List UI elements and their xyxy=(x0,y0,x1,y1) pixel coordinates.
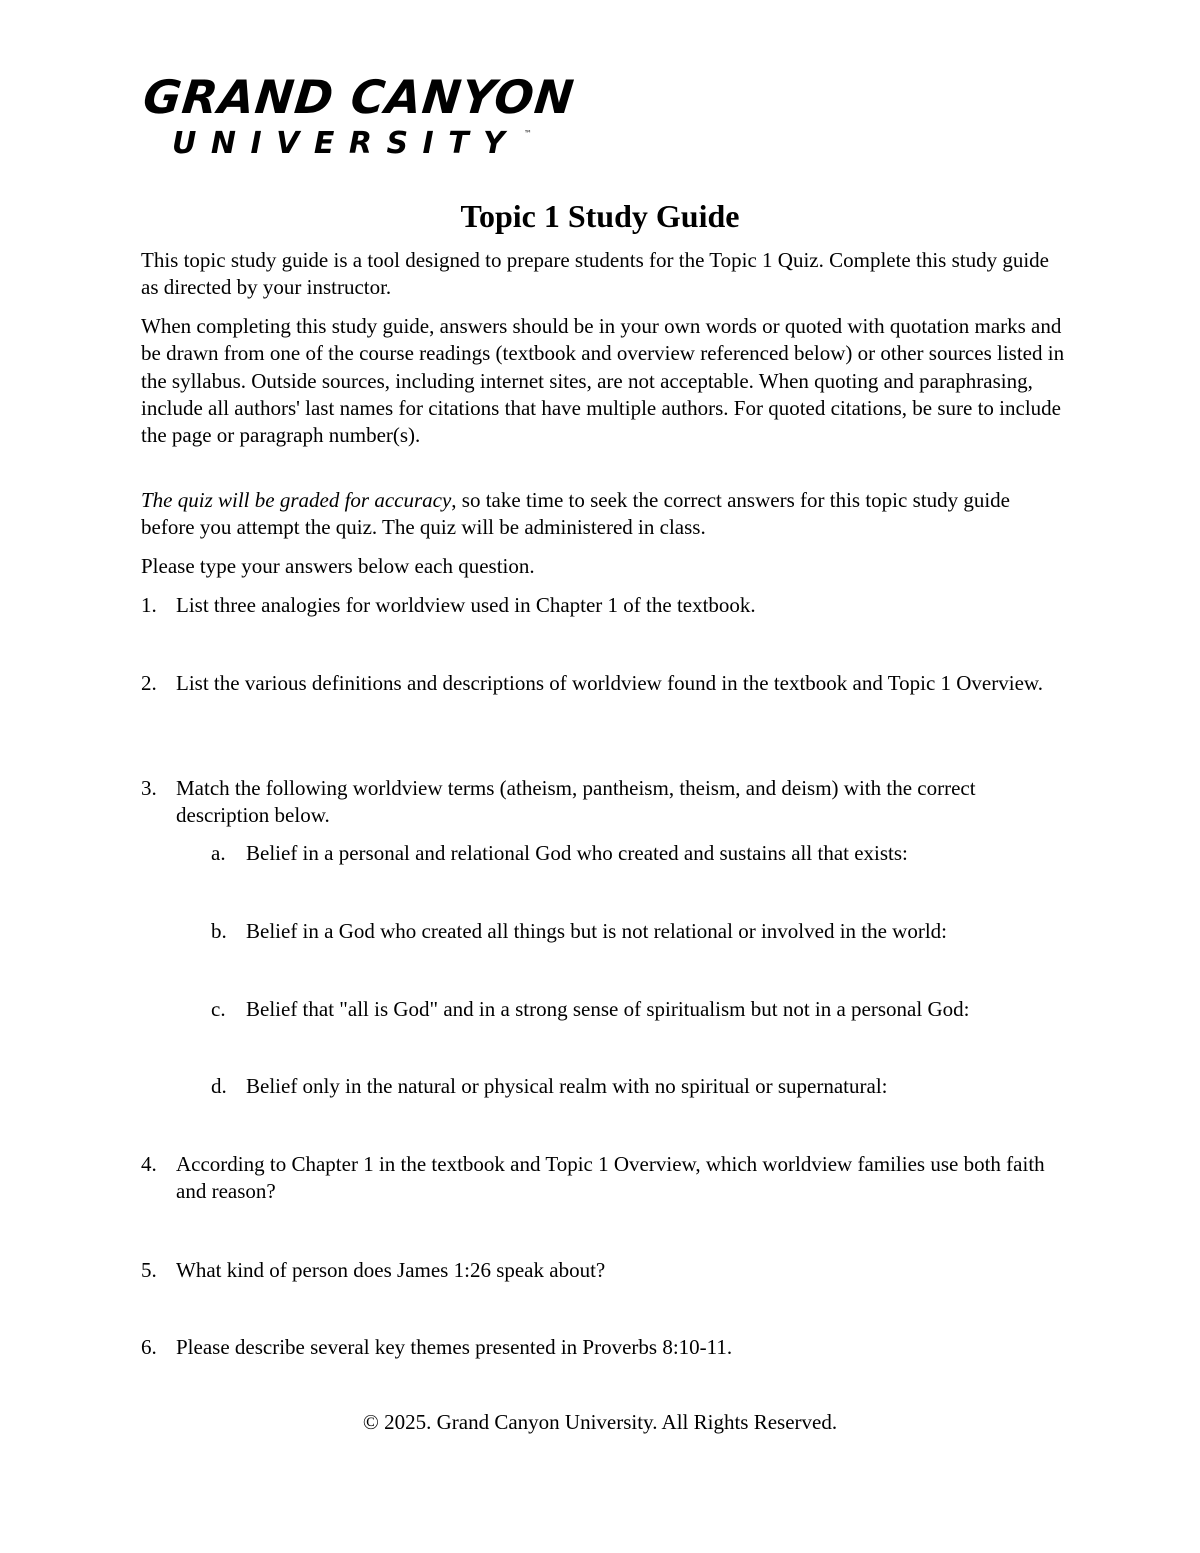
question-text: List three analogies for worldview used in Chapter 1 of the textbook. xyxy=(176,593,756,617)
sub-item-text: Belief in a personal and relational God who created and sustains all that exists: xyxy=(246,841,908,865)
question-number: 2. xyxy=(141,671,157,695)
logo-wordmark-line2: UNIVERSITY xyxy=(172,126,520,161)
logo-trademark: ™ xyxy=(524,129,532,138)
question-number: 3. xyxy=(141,776,157,800)
sub-item-letter: a. xyxy=(211,841,226,865)
sub-item-text: Belief in a God who created all things but is not relational or involved in the world: xyxy=(246,919,948,943)
question-number: 5. xyxy=(141,1258,157,1282)
question-number: 4. xyxy=(141,1152,157,1176)
logo-wordmark-line1: GRAND CANYON xyxy=(140,70,578,124)
question-text: What kind of person does James 1:26 speak about? xyxy=(176,1258,606,1282)
intro-paragraph-4: Please type your answers below each question. xyxy=(141,554,535,578)
intro-paragraph-1: This topic study guide is a tool designed to prepare students for the Topic 1 Quiz. Complete this study guide as directed by your instructor. xyxy=(141,248,1050,300)
sub-item-text: Belief only in the natural or physical realm with no spiritual or supernatural: xyxy=(246,1074,888,1098)
sub-item-text: Belief that "all is God" and in a strong sense of spiritualism but not in a personal God: xyxy=(246,997,970,1021)
sub-item-letter: b. xyxy=(211,919,227,943)
intro-paragraph-2: When completing this study guide, answers should be in your own words or quoted with quotation marks and be drawn from one of the course readings (textbook and overview referenced below) or other sources listed in the syllabus. Outside sources, including internet sites, are not acceptable. When quoting and paraphrasing, include all authors' last names for citations that have multiple authors. For quoted citations, be sure to include the page or paragraph number(s). xyxy=(141,314,1065,448)
intro-paragraph-3-rest: , so take time to seek the correct answers for this topic study guide before you attempt the quiz. The quiz will be administered in class. xyxy=(141,488,1010,540)
intro-paragraph-3-italic: The quiz will be graded for accuracy xyxy=(141,488,452,512)
question-text: Match the following worldview terms (atheism, pantheism, theism, and deism) with the correct description below. xyxy=(176,776,976,828)
sub-item-letter: c. xyxy=(211,997,226,1021)
question-number: 1. xyxy=(141,593,157,617)
page-title: Topic 1 Study Guide xyxy=(460,198,740,234)
question-text: According to Chapter 1 in the textbook and Topic 1 Overview, which worldview families use both faith and reason? xyxy=(176,1152,1045,1204)
copyright-footer: © 2025. Grand Canyon University. All Rights Reserved. xyxy=(362,1410,838,1434)
question-text: Please describe several key themes presented in Proverbs 8:10-11. xyxy=(176,1335,733,1359)
sub-item-letter: d. xyxy=(211,1074,227,1098)
university-logo xyxy=(140,70,578,164)
question-text: List the various definitions and descriptions of worldview found in the textbook and Topic 1 Overview. xyxy=(176,671,1043,695)
intro-paragraph-3 xyxy=(141,487,1066,542)
question-number: 6. xyxy=(141,1335,157,1359)
